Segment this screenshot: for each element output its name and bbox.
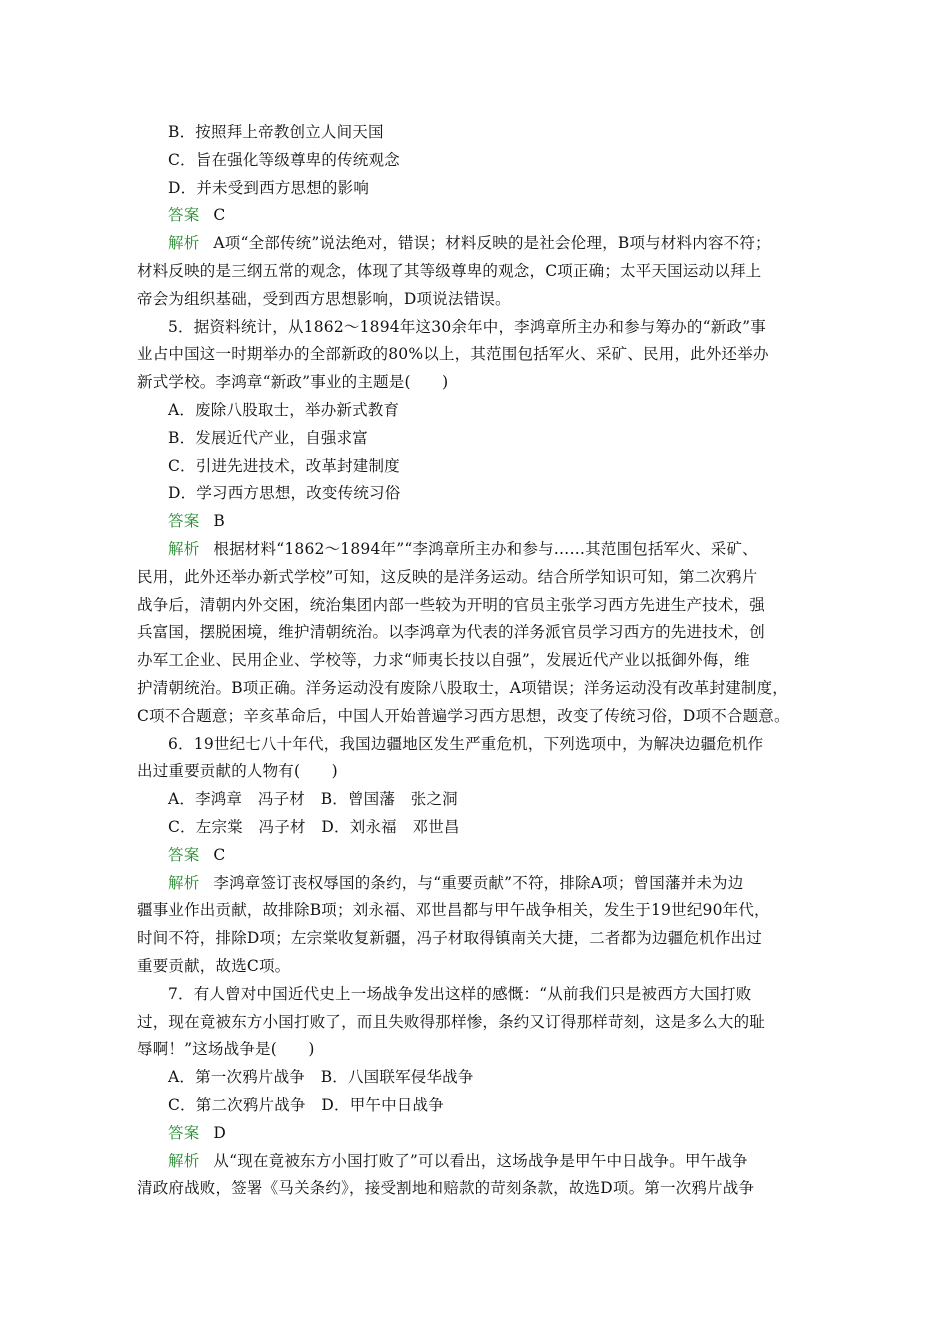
answer-line xyxy=(168,845,225,865)
text-line xyxy=(168,789,458,809)
text-line xyxy=(168,178,369,198)
line-text: B．发展近代产业，自强求富 xyxy=(168,428,368,447)
line-text: 兵富国，摆脱困境，维护清朝统治。以李鸿章为代表的洋务派官员学习西方的先进技术，创 xyxy=(137,623,766,642)
text-line xyxy=(137,706,790,726)
line-text: B．按照拜上帝教创立人间天国 xyxy=(168,123,384,141)
line-text: 过，现在竟被东方小国打败了，而且失败得那样惨，条约又订得那样苛刻，这是多么大的耻 xyxy=(137,1012,766,1031)
text-line xyxy=(137,1039,315,1059)
line-text: A．废除八股取士，举办新式教育 xyxy=(168,401,400,419)
line-text: C xyxy=(213,845,226,864)
text-line xyxy=(137,595,765,615)
line-text: 民用，此外还举办新式学校”可知，这反映的是洋务运动。结合所学知识可知，第二次鸦片 xyxy=(137,567,758,586)
line-text: C．左宗棠 冯子材 D．刘永福 邓世昌 xyxy=(168,818,460,836)
line-text: C xyxy=(213,206,226,225)
text-line xyxy=(137,650,750,670)
text-line xyxy=(168,122,384,142)
line-text: C．第二次鸦片战争 D．甲午中日战争 xyxy=(168,1096,444,1114)
line-text: D．并未受到西方思想的影响 xyxy=(168,178,370,197)
analysis-label: 解析 xyxy=(168,540,200,558)
text-line xyxy=(137,1012,765,1032)
answer-label: 答案 xyxy=(168,1123,200,1142)
line-text: 材料反映的是三纲五常的观念，体现了其等级尊卑的观念，C项正确；太平天国运动以拜上 xyxy=(137,262,762,280)
line-text: 新式学校。李鸿章“新政”事业的主题是( ) xyxy=(137,373,449,392)
analysis-line xyxy=(168,1151,748,1171)
text-line xyxy=(168,428,368,448)
text-line xyxy=(137,622,765,642)
line-text: 时间不符，排除D项；左宗棠收复新疆，冯子材取得镇南关大捷，二者都为边疆危机作出过 xyxy=(137,929,762,948)
line-text: 帝会为组织基础，受到西方思想影响，D项说法错误。 xyxy=(137,289,511,308)
analysis-line xyxy=(168,539,758,559)
answer-line xyxy=(168,205,225,225)
line-text: D xyxy=(213,1123,227,1142)
text-line xyxy=(168,456,400,476)
text-line xyxy=(137,761,338,781)
text-line xyxy=(137,372,448,392)
text-line xyxy=(168,317,766,337)
analysis-label: 解析 xyxy=(168,873,200,892)
text-line xyxy=(137,900,770,920)
analysis-line xyxy=(168,873,743,893)
line-text: 辱啊！”这场战争是( ) xyxy=(137,1040,315,1059)
text-line xyxy=(168,1067,474,1087)
text-line xyxy=(137,261,761,281)
line-text: C．引进先进技术，改革封建制度 xyxy=(168,456,400,475)
line-text: C．旨在强化等级尊卑的传统观念 xyxy=(168,150,400,169)
text-line xyxy=(168,400,399,420)
line-text: 根据材料“1862～1894年”“李鸿章所主办和参与……其范围包括军火、采矿、 xyxy=(213,540,758,558)
analysis-label: 解析 xyxy=(168,234,200,253)
line-text: 5．据资料统计，从1862～1894年这30余年中，李鸿章所主办和参与筹办的“新政”事 xyxy=(168,317,766,336)
line-text: 战争后，清朝内外交困，统治集团内部一些较为开明的官员主张学习西方先进生产技术，强 xyxy=(137,595,766,614)
line-text: 护清朝统治。B项正确。洋务运动没有废除八股取士，A项错误；洋务运动没有改革封建制度， xyxy=(137,679,788,697)
text-line xyxy=(137,1178,754,1198)
line-text: 6．19世纪七八十年代，我国边疆地区发生严重危机，下列选项中，为解决边疆危机作 xyxy=(168,734,764,753)
line-text: C项不合题意；辛亥革命后，中国人开始普遍学习西方思想，改变了传统习俗，D项不合题意。 xyxy=(137,706,790,725)
line-text: 疆事业作出贡献，故排除B项；刘永福、邓世昌都与甲午战争相关，发生于19世纪90年代， xyxy=(137,901,770,920)
text-line xyxy=(137,344,769,364)
line-text: 重要贡献，故选C项。 xyxy=(137,957,291,975)
answer-line xyxy=(168,1123,226,1143)
line-text: 李鸿章签订丧权辱国的条约，与“重要贡献”不符，排除A项；曾国藩并未为边 xyxy=(213,873,744,892)
line-text: 7．有人曾对中国近代史上一场战争发出这样的感慨：“从前我们只是被西方大国打败 xyxy=(168,984,752,1003)
text-line xyxy=(168,483,400,503)
line-text: 从“现在竟被东方小国打败了”可以看出，这场战争是甲午中日战争。甲午战争 xyxy=(213,1151,748,1170)
text-line xyxy=(137,928,762,948)
line-text: 出过重要贡献的人物有( ) xyxy=(137,762,338,781)
answer-label: 答案 xyxy=(168,845,200,864)
analysis-line xyxy=(168,233,771,253)
text-line xyxy=(137,289,511,309)
line-text: B xyxy=(213,512,225,531)
text-line xyxy=(168,734,763,754)
answer-label: 答案 xyxy=(168,206,200,225)
answer-label: 答案 xyxy=(168,512,200,531)
line-text: D．学习西方思想，改变传统习俗 xyxy=(168,484,401,503)
line-text: 清政府战败，签署《马关条约》，接受割地和赔款的苛刻条款，故选D项。第一次鸦片战争 xyxy=(137,1179,755,1198)
line-text: A．第一次鸦片战争 B．八国联军侵华战争 xyxy=(168,1068,474,1087)
answer-line xyxy=(168,511,225,531)
analysis-label: 解析 xyxy=(168,1151,200,1170)
text-line xyxy=(168,817,460,837)
text-line xyxy=(168,150,400,170)
text-line xyxy=(137,678,788,698)
text-line xyxy=(168,984,751,1004)
text-line xyxy=(168,1095,444,1115)
text-line xyxy=(137,567,757,587)
line-text: A．李鸿章 冯子材 B．曾国藩 张之洞 xyxy=(168,790,458,809)
line-text: A项“全部传统”说法绝对，错误；材料反映的是社会伦理，B项与材料内容不符； xyxy=(213,234,771,253)
text-line xyxy=(137,956,290,976)
line-text: 业占中国这一时期举办的全部新政的80%以上，其范围包括军火、采矿、民用，此外还举办 xyxy=(137,345,769,364)
line-text: 办军工企业、民用企业、学校等，力求“师夷长技以自强”，发展近代产业以抵御外侮，维 xyxy=(137,651,750,670)
